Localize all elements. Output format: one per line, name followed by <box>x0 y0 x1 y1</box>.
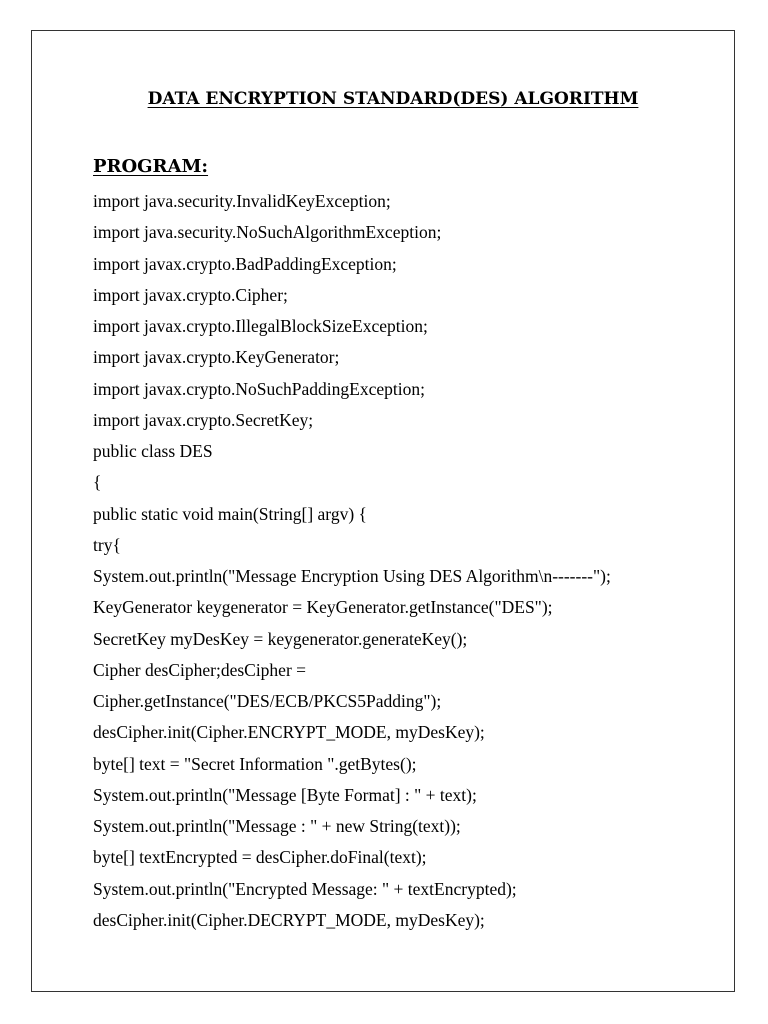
code-line: System.out.println("Encrypted Message: " + textEncrypted); <box>93 878 517 899</box>
code-line: import javax.crypto.SecretKey; <box>93 409 314 430</box>
code-listing <box>93 189 611 939</box>
code-line: import java.security.NoSuchAlgorithmException; <box>93 222 442 243</box>
code-line: import javax.crypto.IllegalBlockSizeException; <box>93 316 428 336</box>
code-line: byte[] text = "Secret Information ".getBytes(); <box>93 753 417 774</box>
code-line: import javax.crypto.KeyGenerator; <box>93 347 340 368</box>
code-line: try{ <box>93 534 121 555</box>
code-line: import java.security.InvalidKeyException; <box>93 191 391 211</box>
code-line: public class DES <box>93 441 213 461</box>
code-line: Cipher.getInstance("DES/ECB/PKCS5Padding"); <box>93 691 442 711</box>
code-line: import javax.crypto.Cipher; <box>93 284 288 305</box>
code-line: import javax.crypto.NoSuchPaddingException; <box>93 378 425 399</box>
code-line: desCipher.init(Cipher.ENCRYPT_MODE, myDesKey); <box>93 722 485 743</box>
code-line: public static void main(String[] argv) { <box>93 503 367 524</box>
code-line: desCipher.init(Cipher.DECRYPT_MODE, myDesKey); <box>93 909 485 930</box>
code-line: KeyGenerator keygenerator = KeyGenerator.getInstance("DES"); <box>93 597 553 618</box>
code-line: import javax.crypto.BadPaddingException; <box>93 253 397 274</box>
code-line: System.out.println("Message : " + new String(text)); <box>93 816 461 836</box>
code-line: Cipher desCipher;desCipher = <box>93 659 307 680</box>
code-line: byte[] textEncrypted = desCipher.doFinal(text); <box>93 847 427 868</box>
code-line: { <box>93 472 102 493</box>
code-line: System.out.println("Message Encryption Using DES Algorithm\n-------"); <box>93 566 611 586</box>
code-line: SecretKey myDesKey = keygenerator.generateKey(); <box>93 628 468 649</box>
document-title: DATA ENCRYPTION STANDARD(DES) ALGORITHM <box>147 89 639 109</box>
code-line: System.out.println("Message [Byte Format] : " + text); <box>93 784 477 805</box>
section-heading: PROGRAM: <box>93 156 209 177</box>
